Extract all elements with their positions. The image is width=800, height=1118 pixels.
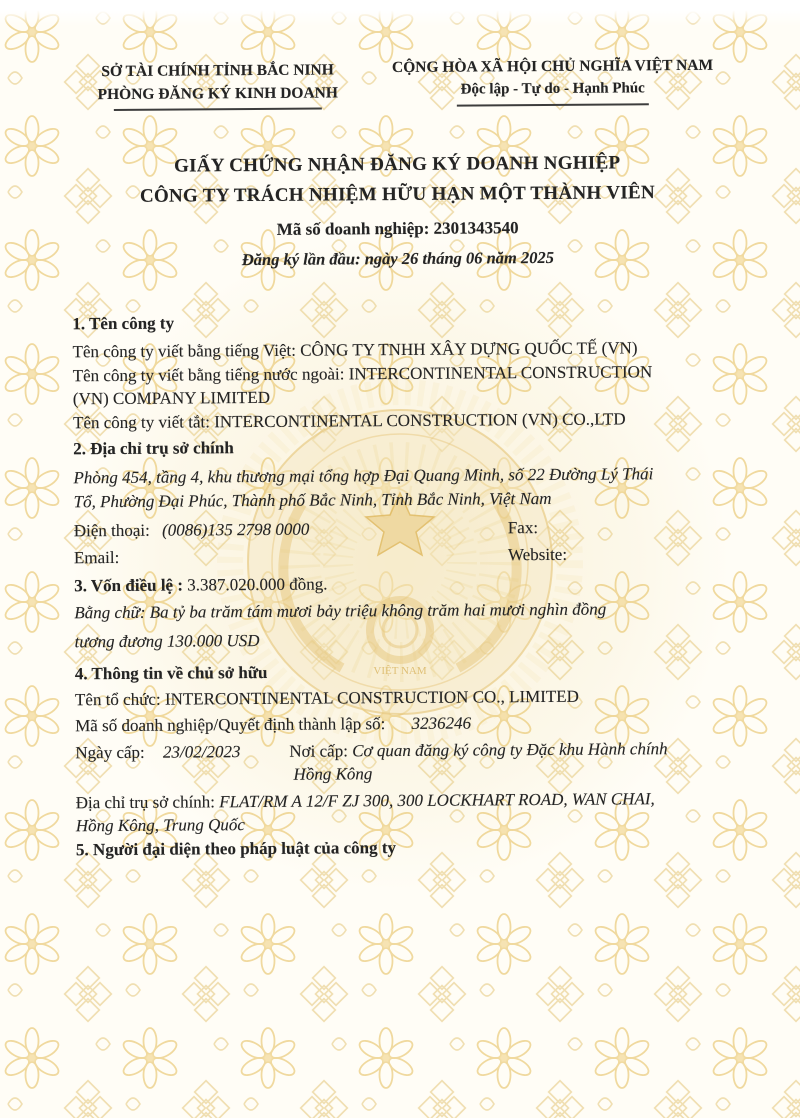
issuer-underline <box>114 108 322 111</box>
business-code-line <box>0 216 798 242</box>
vietnamese-name-label: Tên công ty viết bằng tiếng Việt: <box>72 340 296 362</box>
emblem-banner-text: VIỆT NAM <box>373 665 427 677</box>
short-name-line <box>73 409 626 433</box>
foreign-name-label: Tên công ty viết bằng tiếng nước ngoài: <box>72 364 345 386</box>
owner-hq-value-line1: FLAT/RM A 12/F ZJ 300, 300 LOCKHART ROAD, WAN CHAI, <box>219 789 655 812</box>
section4-heading: 4. Thông tin về chủ sở hữu <box>74 662 268 684</box>
section2-heading: 2. Địa chỉ trụ sở chính <box>73 438 234 459</box>
hq-address-line2: Tổ, Phường Đại Phúc, Thành phố Bắc Ninh, Tỉnh Bắc Ninh, Việt Nam <box>73 488 552 512</box>
owner-code-value: 3236246 <box>411 713 472 733</box>
document-title <box>0 147 798 213</box>
section5-heading: 5. Người đại diện theo pháp luật của công ty <box>75 838 397 860</box>
owner-name-label: Tên tổ chức: <box>74 689 161 710</box>
issue-date-place-row <box>75 739 735 764</box>
capital-label: 3. Vốn điều lệ : <box>74 575 184 596</box>
issue-place-value-line2: Hồng Kông <box>293 764 373 784</box>
short-name-value: INTERCONTINENTAL CONSTRUCTION (VN) CO.,LTD <box>214 409 626 432</box>
capital-value: 3.387.020.000 đồng. <box>187 574 328 595</box>
foreign-name-line2: (VN) COMPANY LIMITED <box>72 387 271 409</box>
foreign-name-line <box>73 362 653 386</box>
foreign-name-value-line1: INTERCONTINENTAL CONSTRUCTION <box>348 362 653 384</box>
phone-label: Điện thoại: <box>73 520 150 541</box>
owner-code-line <box>75 714 471 737</box>
business-code-value: 2301343540 <box>433 218 519 238</box>
owner-name-line <box>75 687 579 711</box>
vietnamese-name-line <box>72 338 637 362</box>
hq-address-line1: Phòng 454, tầng 4, khu thương mại tổng hợp Đại Quang Minh, số 22 Đường Lý Thái <box>73 464 654 488</box>
fax-label: Fax: <box>507 518 539 538</box>
issue-date-value: 23/02/2023 <box>162 742 241 762</box>
phone-fax-row <box>74 517 734 542</box>
motto-underline <box>457 103 649 106</box>
short-name-label: Tên công ty viết tắt: <box>72 412 211 433</box>
owner-name-value: INTERCONTINENTAL CONSTRUCTION CO., LIMITED <box>164 686 579 709</box>
national-title: CỘNG HÒA XÃ HỘI CHỦ NGHĨA VIỆT NAM <box>391 56 714 77</box>
issue-date-label: Ngày cấp: <box>75 742 145 763</box>
capital-in-words-line1: Bằng chữ: Ba tỷ ba trăm tám mươi bảy triệu không trăm hai mươi nghìn đồng <box>74 599 607 623</box>
vietnamese-name-value: CÔNG TY TNHH XÂY DỰNG QUỐC TẾ (VN) <box>300 338 638 360</box>
section3-heading-line <box>74 575 327 597</box>
owner-hq-value-line2: Hồng Kông, Trung Quốc <box>75 815 245 836</box>
owner-hq-label: Địa chỉ trụ sở chính: <box>75 792 216 813</box>
issuer-name: SỞ TÀI CHÍNH TỈNH BẮC NINH <box>101 61 334 81</box>
document-title-line2: CÔNG TY TRÁCH NHIỆM HỮU HẠN MỘT THÀNH VIÊN <box>139 182 656 207</box>
phone-value: (0086)135 2798 0000 <box>161 519 310 540</box>
section1-heading: 1. Tên công ty <box>72 313 175 334</box>
email-website-row <box>74 544 734 569</box>
issuer-department: PHÒNG ĐĂNG KÝ KINH DOANH <box>97 84 338 104</box>
website-label: Website: <box>507 544 568 565</box>
issue-place-value-line1: Cơ quan đăng ký công ty Đặc khu Hành chính <box>352 739 668 761</box>
capital-in-words-line2: tương đương 130.000 USD <box>74 630 260 652</box>
email-label: Email: <box>73 547 120 568</box>
owner-hq-line <box>76 789 655 813</box>
document-title-line1: GIẤY CHỨNG NHẬN ĐĂNG KÝ DOANH NGHIỆP <box>173 152 621 177</box>
issuer-block <box>92 58 344 111</box>
national-motto: Độc lập - Tự do - Hạnh Phúc <box>460 80 645 98</box>
owner-code-label: Mã số doanh nghiệp/Quyết định thành lập số: <box>75 714 386 736</box>
issue-place-group <box>289 739 667 762</box>
business-code-label: Mã số doanh nghiệp: <box>276 218 430 239</box>
registration-date-line: Đăng ký lần đầu: ngày 26 tháng 06 năm 2025 <box>241 247 555 270</box>
issue-place-label: Nơi cấp: <box>289 741 348 761</box>
national-header-block <box>368 54 736 108</box>
